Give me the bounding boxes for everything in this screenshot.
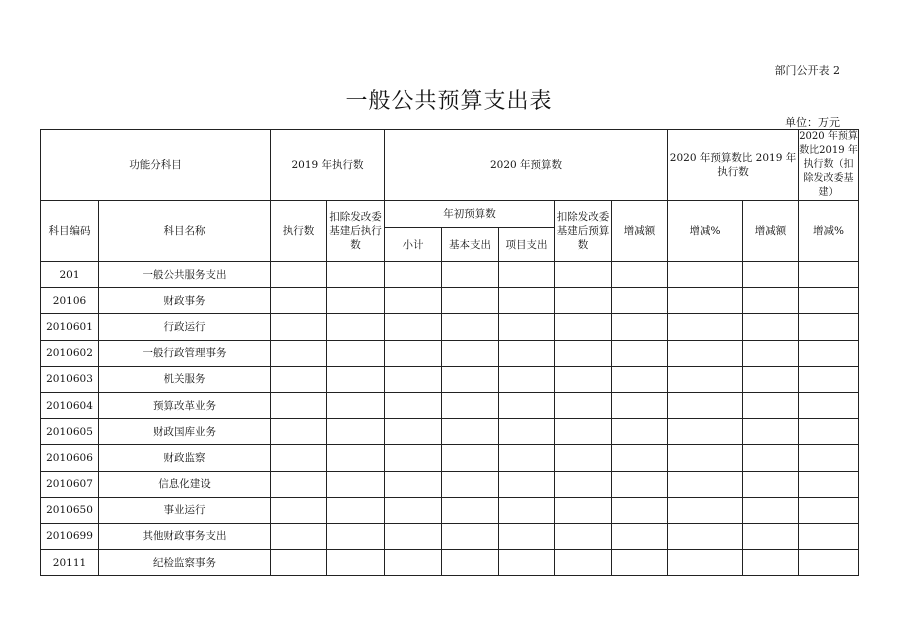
- row-value-cell: [499, 550, 555, 576]
- row-value-cell: [385, 392, 442, 418]
- row-value-cell: [327, 497, 385, 523]
- header-inc-1: 增减额: [612, 201, 668, 262]
- row-value-cell: [499, 471, 555, 497]
- row-value-cell: [799, 471, 859, 497]
- row-value-cell: [668, 366, 743, 392]
- row-value-cell: [612, 340, 668, 366]
- page-title: 一般公共预算支出表: [345, 89, 553, 114]
- row-value-cell: [442, 419, 499, 445]
- row-value-cell: [442, 314, 499, 340]
- header-code: 科目编码: [41, 201, 99, 262]
- row-name: 纪检监察事务: [99, 550, 271, 576]
- row-value-cell: [668, 392, 743, 418]
- row-value-cell: [271, 523, 327, 549]
- row-value-cell: [799, 445, 859, 471]
- header-row-2: [41, 201, 859, 228]
- row-value-cell: [668, 419, 743, 445]
- row-value-cell: [499, 366, 555, 392]
- row-value-cell: [668, 445, 743, 471]
- row-value-cell: [799, 340, 859, 366]
- row-value-cell: [271, 340, 327, 366]
- row-value-cell: [799, 497, 859, 523]
- row-value-cell: [612, 366, 668, 392]
- row-value-cell: [327, 392, 385, 418]
- header-inc-2: 增减额: [743, 201, 799, 262]
- row-value-cell: [612, 497, 668, 523]
- row-value-cell: [327, 366, 385, 392]
- table-row: [41, 366, 859, 392]
- row-value-cell: [555, 497, 612, 523]
- row-code: 2010601: [41, 314, 99, 340]
- header-budget-excl: 扣除发改委基建后预算数: [555, 201, 612, 262]
- row-value-cell: [555, 340, 612, 366]
- row-value-cell: [612, 314, 668, 340]
- row-value-cell: [612, 523, 668, 549]
- row-value-cell: [385, 445, 442, 471]
- row-value-cell: [385, 550, 442, 576]
- header-pct-1: 增减%: [668, 201, 743, 262]
- row-value-cell: [442, 445, 499, 471]
- table-row: [41, 497, 859, 523]
- row-value-cell: [385, 314, 442, 340]
- row-code: 2010650: [41, 497, 99, 523]
- budget-table: [40, 129, 859, 576]
- row-value-cell: [442, 366, 499, 392]
- row-value-cell: [743, 288, 799, 314]
- table-row: [41, 314, 859, 340]
- row-value-cell: [743, 314, 799, 340]
- row-code: 2010604: [41, 392, 99, 418]
- table-row: [41, 523, 859, 549]
- row-code: 201: [41, 262, 99, 288]
- header-row-1: [41, 130, 859, 201]
- row-value-cell: [668, 340, 743, 366]
- row-value-cell: [612, 550, 668, 576]
- table-row: [41, 445, 859, 471]
- row-value-cell: [555, 288, 612, 314]
- row-value-cell: [743, 366, 799, 392]
- table-ref-label: 部门公开表 2: [774, 64, 840, 77]
- row-value-cell: [555, 471, 612, 497]
- row-value-cell: [799, 262, 859, 288]
- row-code: 2010605: [41, 419, 99, 445]
- row-value-cell: [271, 262, 327, 288]
- row-value-cell: [612, 445, 668, 471]
- row-value-cell: [612, 262, 668, 288]
- row-code: 20111: [41, 550, 99, 576]
- row-value-cell: [442, 497, 499, 523]
- row-value-cell: [743, 471, 799, 497]
- row-name: 信息化建设: [99, 471, 271, 497]
- header-exec-excl: 扣除发改委基建后执行数: [327, 201, 385, 262]
- row-value-cell: [612, 392, 668, 418]
- row-value-cell: [327, 445, 385, 471]
- header-name: 科目名称: [99, 201, 271, 262]
- row-name: 一般行政管理事务: [99, 340, 271, 366]
- row-name: 其他财政事务支出: [99, 523, 271, 549]
- row-value-cell: [799, 314, 859, 340]
- row-value-cell: [327, 314, 385, 340]
- row-value-cell: [385, 471, 442, 497]
- row-value-cell: [555, 262, 612, 288]
- row-value-cell: [668, 288, 743, 314]
- header-project: 项目支出: [499, 228, 555, 262]
- row-name: 预算改革业务: [99, 392, 271, 418]
- row-code: 2010607: [41, 471, 99, 497]
- row-value-cell: [499, 288, 555, 314]
- table-row: [41, 288, 859, 314]
- row-value-cell: [743, 523, 799, 549]
- row-code: 2010602: [41, 340, 99, 366]
- row-value-cell: [668, 314, 743, 340]
- row-value-cell: [271, 392, 327, 418]
- row-value-cell: [271, 550, 327, 576]
- table-row: [41, 550, 859, 576]
- header-compare-exec: 2020 年预算数比 2019 年执行数: [668, 130, 799, 201]
- row-name: 机关服务: [99, 366, 271, 392]
- row-value-cell: [555, 550, 612, 576]
- table-row: [41, 392, 859, 418]
- header-exec-2019: 2019 年执行数: [271, 130, 385, 201]
- row-value-cell: [499, 340, 555, 366]
- row-value-cell: [743, 550, 799, 576]
- row-value-cell: [668, 523, 743, 549]
- row-value-cell: [743, 497, 799, 523]
- row-value-cell: [555, 419, 612, 445]
- row-value-cell: [327, 288, 385, 314]
- row-value-cell: [612, 471, 668, 497]
- row-code: 20106: [41, 288, 99, 314]
- row-value-cell: [385, 262, 442, 288]
- row-value-cell: [743, 392, 799, 418]
- header-subtotal: 小计: [385, 228, 442, 262]
- row-value-cell: [271, 366, 327, 392]
- row-name: 财政监察: [99, 445, 271, 471]
- row-value-cell: [743, 419, 799, 445]
- row-value-cell: [327, 419, 385, 445]
- header-budget-2020: 2020 年预算数: [385, 130, 668, 201]
- row-value-cell: [555, 392, 612, 418]
- row-value-cell: [799, 523, 859, 549]
- unit-label: 单位：万元: [785, 116, 840, 129]
- row-value-cell: [612, 288, 668, 314]
- row-value-cell: [442, 262, 499, 288]
- row-value-cell: [743, 340, 799, 366]
- row-value-cell: [327, 340, 385, 366]
- row-value-cell: [555, 314, 612, 340]
- row-value-cell: [499, 314, 555, 340]
- row-value-cell: [442, 288, 499, 314]
- row-value-cell: [327, 550, 385, 576]
- row-value-cell: [555, 445, 612, 471]
- row-value-cell: [385, 340, 442, 366]
- row-name: 财政事务: [99, 288, 271, 314]
- row-value-cell: [271, 445, 327, 471]
- row-value-cell: [271, 419, 327, 445]
- row-value-cell: [271, 471, 327, 497]
- row-value-cell: [799, 419, 859, 445]
- table-row: [41, 340, 859, 366]
- row-value-cell: [499, 523, 555, 549]
- row-value-cell: [385, 419, 442, 445]
- row-value-cell: [442, 471, 499, 497]
- row-value-cell: [385, 288, 442, 314]
- row-value-cell: [271, 314, 327, 340]
- row-value-cell: [499, 392, 555, 418]
- row-code: 2010606: [41, 445, 99, 471]
- row-value-cell: [799, 288, 859, 314]
- row-value-cell: [327, 262, 385, 288]
- table-row: [41, 419, 859, 445]
- row-value-cell: [499, 419, 555, 445]
- row-code: 2010603: [41, 366, 99, 392]
- row-value-cell: [612, 419, 668, 445]
- row-value-cell: [668, 262, 743, 288]
- header-compare-excl: 2020 年预算数比2019 年执行数（扣除发改委基建）: [799, 130, 859, 201]
- header-pct-2: 增减%: [799, 201, 859, 262]
- row-value-cell: [799, 392, 859, 418]
- row-name: 一般公共服务支出: [99, 262, 271, 288]
- row-value-cell: [385, 497, 442, 523]
- table-row: [41, 262, 859, 288]
- row-value-cell: [385, 523, 442, 549]
- row-value-cell: [442, 550, 499, 576]
- header-exec: 执行数: [271, 201, 327, 262]
- row-value-cell: [499, 497, 555, 523]
- table-row: [41, 471, 859, 497]
- row-value-cell: [743, 445, 799, 471]
- row-value-cell: [327, 523, 385, 549]
- row-value-cell: [442, 523, 499, 549]
- row-value-cell: [271, 497, 327, 523]
- row-name: 行政运行: [99, 314, 271, 340]
- row-value-cell: [327, 471, 385, 497]
- row-name: 事业运行: [99, 497, 271, 523]
- row-value-cell: [668, 471, 743, 497]
- row-value-cell: [799, 366, 859, 392]
- row-value-cell: [799, 550, 859, 576]
- header-initial-budget: 年初预算数: [385, 201, 555, 228]
- row-value-cell: [271, 288, 327, 314]
- row-value-cell: [499, 445, 555, 471]
- row-value-cell: [555, 366, 612, 392]
- row-value-cell: [442, 392, 499, 418]
- row-value-cell: [499, 262, 555, 288]
- row-value-cell: [442, 340, 499, 366]
- row-value-cell: [555, 523, 612, 549]
- header-subject-group: 功能分科目: [41, 130, 271, 201]
- row-name: 财政国库业务: [99, 419, 271, 445]
- row-value-cell: [668, 550, 743, 576]
- header-basic: 基本支出: [442, 228, 499, 262]
- row-value-cell: [668, 497, 743, 523]
- row-value-cell: [385, 366, 442, 392]
- row-code: 2010699: [41, 523, 99, 549]
- row-value-cell: [743, 262, 799, 288]
